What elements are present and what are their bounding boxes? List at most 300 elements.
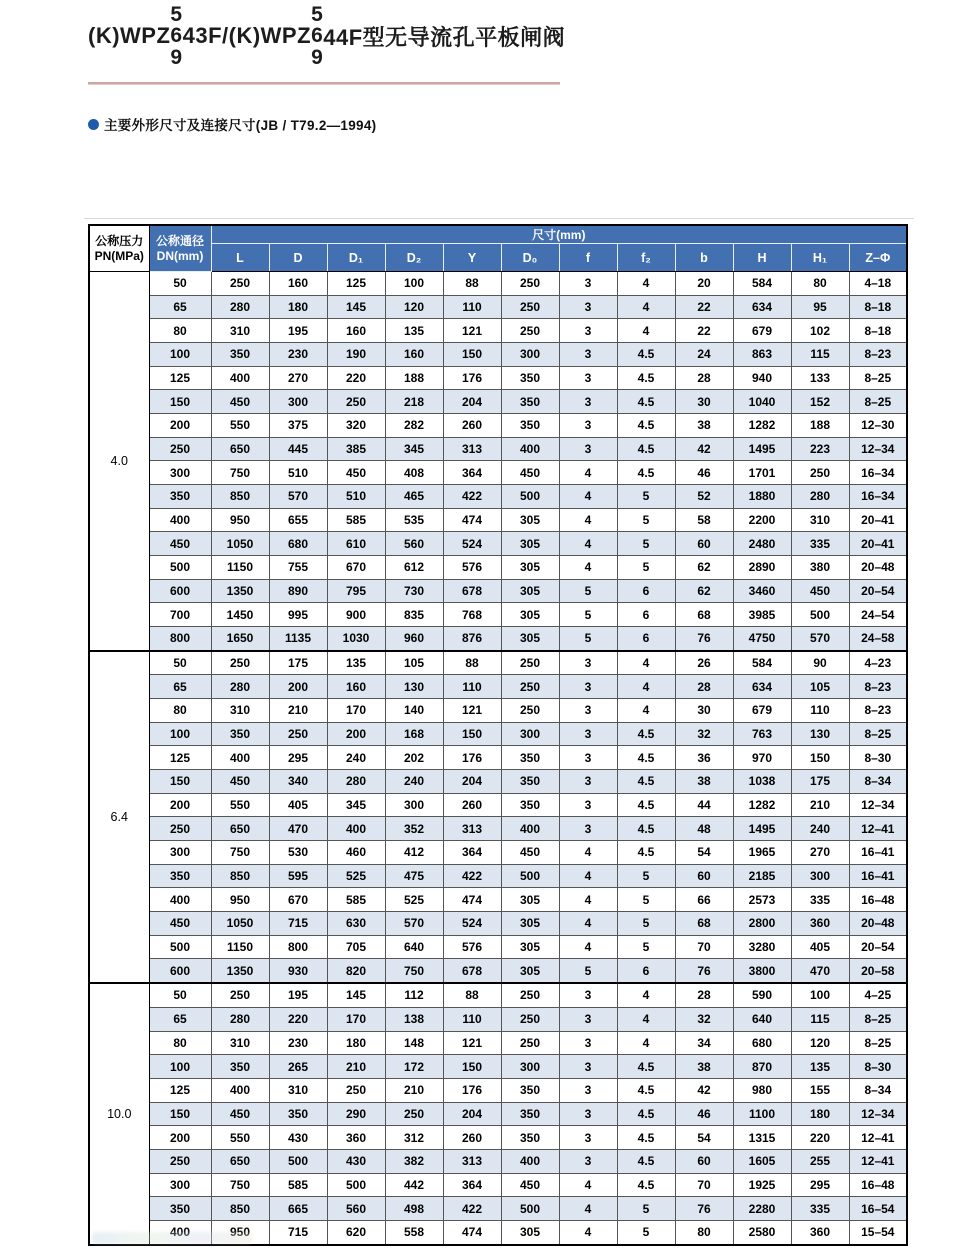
dimension-cell: 4 [559,841,617,865]
dimension-cell: 800 [269,935,327,959]
dimension-cell: 4 [617,272,675,296]
dimension-cell: 340 [269,770,327,794]
dimension-cell: 890 [269,579,327,603]
dimension-cell: 16–41 [849,864,907,888]
dn-cell: 200 [149,793,211,817]
dimension-cell: 405 [269,793,327,817]
dimension-cell: 364 [443,1173,501,1197]
dimension-cell: 66 [675,888,733,912]
dimension-cell: 305 [501,579,559,603]
dimension-cell: 255 [791,1149,849,1173]
dimension-cell: 260 [443,414,501,438]
dimension-cell: 4 [617,699,675,723]
dimension-cell: 550 [211,793,269,817]
dimension-cell: 46 [675,461,733,485]
dimension-cell: 430 [269,1126,327,1150]
dimension-cell: 250 [269,722,327,746]
dn-cell: 150 [149,1102,211,1126]
dimension-cell: 950 [211,888,269,912]
dimension-cell: 240 [385,770,443,794]
dimension-cell: 300 [269,390,327,414]
dimension-cell: 250 [501,675,559,699]
table-row [89,579,907,603]
dimension-cell: 560 [327,1197,385,1221]
dimension-cell: 3 [559,1149,617,1173]
dimension-cell: 4 [559,864,617,888]
dimension-cell: 3 [559,272,617,296]
column-header: D [269,244,327,272]
table-row [89,864,907,888]
dimension-cell: 4 [559,508,617,532]
dimension-cell: 305 [501,556,559,580]
dimension-cell: 115 [791,343,849,367]
dimension-cell: 110 [443,295,501,319]
dimension-cell: 48 [675,817,733,841]
dimension-cell: 155 [791,1078,849,1102]
dimension-cell: 20–58 [849,959,907,983]
dimension-cell: 1350 [211,579,269,603]
dimension-cell: 430 [327,1149,385,1173]
dimension-cell: 560 [385,532,443,556]
dimension-cell: 210 [791,793,849,817]
dn-cell: 300 [149,1173,211,1197]
dimension-cell: 42 [675,1078,733,1102]
dimension-cell: 450 [501,461,559,485]
model-suffix: 44F型无导流孔平板闸阀 [323,24,566,50]
dimension-cell: 152 [791,390,849,414]
table-row [89,1031,907,1055]
dimension-cell: 250 [211,983,269,1007]
dimension-cell: 345 [385,437,443,461]
dimension-cell: 8–30 [849,1055,907,1079]
table-row [89,1055,907,1079]
dimension-cell: 500 [501,485,559,509]
dimension-cell: 820 [327,959,385,983]
dimension-cell: 364 [443,841,501,865]
dn-cell: 50 [149,651,211,675]
dimension-cell: 32 [675,1007,733,1031]
dn-cell: 150 [149,390,211,414]
dimension-cell: 220 [269,1007,327,1031]
dn-cell: 500 [149,935,211,959]
dimension-cell: 3 [559,983,617,1007]
table-row [89,770,907,794]
dimension-cell: 360 [791,1220,849,1244]
dimension-cell: 570 [791,627,849,651]
dimension-cell: 12–41 [849,817,907,841]
dimension-cell: 220 [791,1126,849,1150]
table-body [89,272,907,1245]
dimension-cell: 240 [327,746,385,770]
dimension-cell: 400 [327,817,385,841]
dimension-cell: 1282 [733,414,791,438]
dn-cell: 150 [149,770,211,794]
dimension-cell: 350 [501,1078,559,1102]
dimension-cell: 795 [327,579,385,603]
dimension-cell: 280 [327,770,385,794]
dimension-cell: 6 [617,627,675,651]
dimension-cell: 4.5 [617,817,675,841]
dimension-cell: 750 [385,959,443,983]
dimension-cell: 172 [385,1055,443,1079]
dimension-cell: 115 [791,1007,849,1031]
dimension-cell: 220 [327,366,385,390]
dimension-cell: 450 [791,579,849,603]
dimension-cell: 510 [269,461,327,485]
dimension-cell: 1495 [733,817,791,841]
dimension-cell: 3 [559,675,617,699]
dimension-cell: 54 [675,1126,733,1150]
dimension-cell: 2800 [733,912,791,936]
dimension-cell: 584 [733,272,791,296]
dimension-cell: 210 [385,1078,443,1102]
dn-cell: 600 [149,579,211,603]
dimension-cell: 15–54 [849,1220,907,1244]
dimension-cell: 44 [675,793,733,817]
dimension-cell: 28 [675,983,733,1007]
table-row [89,959,907,983]
dimension-cell: 112 [385,983,443,1007]
dimension-cell: 980 [733,1078,791,1102]
dn-cell: 450 [149,532,211,556]
dimension-cell: 585 [269,1173,327,1197]
dimension-cell: 20 [675,272,733,296]
dimension-cell: 120 [791,1031,849,1055]
dimension-cell: 2580 [733,1220,791,1244]
dimension-cell: 24 [675,343,733,367]
dimension-cell: 350 [501,793,559,817]
dimension-cell: 350 [269,1102,327,1126]
dimension-cell: 175 [791,770,849,794]
dimension-cell: 3800 [733,959,791,983]
dimension-cell: 130 [385,675,443,699]
table-row [89,888,907,912]
dimension-cell: 4 [617,319,675,343]
dimension-cell: 280 [211,295,269,319]
stack-top-digit: 5 [170,3,183,26]
pressure-group-label: 4.0 [89,272,149,651]
dimension-cell: 400 [501,817,559,841]
dimension-cell: 295 [791,1173,849,1197]
dn-cell: 125 [149,366,211,390]
column-header: D₀ [501,244,559,272]
dimension-cell: 1282 [733,793,791,817]
dimension-cell: 310 [211,319,269,343]
dimension-cell: 422 [443,864,501,888]
dimension-cell: 460 [327,841,385,865]
column-header: Z–Φ [849,244,907,272]
table-row [89,272,907,296]
dimension-cell: 8–25 [849,722,907,746]
dimension-cell: 400 [211,366,269,390]
dimension-cell: 58 [675,508,733,532]
dimension-cell: 715 [269,912,327,936]
dimension-cell: 558 [385,1220,443,1244]
dimension-cell: 1965 [733,841,791,865]
dimension-cell: 380 [791,556,849,580]
diameter-header-line1: 公称通径 [155,233,204,248]
dimension-cell: 1150 [211,556,269,580]
dimension-cell: 3 [559,343,617,367]
dimension-cell: 350 [501,746,559,770]
dn-cell: 80 [149,319,211,343]
dimension-cell: 8–25 [849,366,907,390]
dimension-cell: 176 [443,366,501,390]
stack-bottom-digit: 9 [311,45,324,69]
dimension-cell: 16–48 [849,888,907,912]
table-row [89,935,907,959]
dimension-cell: 678 [443,579,501,603]
dimension-cell: 12–34 [849,437,907,461]
dimension-cell: 500 [791,603,849,627]
dimension-cell: 38 [675,1055,733,1079]
table-row [89,343,907,367]
dimension-cell: 204 [443,390,501,414]
dimension-cell: 204 [443,770,501,794]
dimension-cell: 250 [501,651,559,675]
pressure-column-header [89,225,149,272]
dimension-cell: 1880 [733,485,791,509]
dimension-cell: 5 [617,1197,675,1221]
dimension-cell: 195 [269,319,327,343]
dimension-cell: 6 [617,959,675,983]
dimension-cell: 30 [675,699,733,723]
dimension-cell: 250 [327,1078,385,1102]
dimension-cell: 148 [385,1031,443,1055]
dimension-cell: 350 [501,366,559,390]
dimension-cell: 585 [327,508,385,532]
dimension-cell: 62 [675,579,733,603]
dn-cell: 250 [149,437,211,461]
dimension-cell: 524 [443,532,501,556]
dn-cell: 250 [149,817,211,841]
dimension-cell: 188 [385,366,443,390]
dimension-cell: 305 [501,603,559,627]
dimension-cell: 280 [211,1007,269,1031]
dimension-cell: 634 [733,675,791,699]
dimension-cell: 305 [501,912,559,936]
dimension-cell: 310 [211,1031,269,1055]
dn-cell: 50 [149,983,211,1007]
dimension-cell: 250 [327,390,385,414]
dimension-cell: 3 [559,390,617,414]
dimension-cell: 28 [675,366,733,390]
dimension-cell: 188 [791,414,849,438]
dimension-cell: 176 [443,1078,501,1102]
dimension-cell: 5 [617,532,675,556]
dimension-cell: 260 [443,793,501,817]
dimension-cell: 38 [675,414,733,438]
dimension-cell: 16–34 [849,461,907,485]
dimension-cell: 530 [269,841,327,865]
dimension-cell: 3 [559,1102,617,1126]
dimension-cell: 305 [501,508,559,532]
dimension-cell: 110 [443,675,501,699]
dimension-cell: 474 [443,508,501,532]
dimension-cell: 4 [617,295,675,319]
dimension-cell: 8–25 [849,1007,907,1031]
dn-cell: 300 [149,841,211,865]
dimension-cell: 350 [211,1055,269,1079]
dimension-cell: 1315 [733,1126,791,1150]
column-header: L [211,244,269,272]
dimension-cell: 290 [327,1102,385,1126]
dimension-cell: 650 [211,1149,269,1173]
dimension-cell: 3 [559,295,617,319]
dn-cell: 100 [149,343,211,367]
dimension-cell: 3 [559,1078,617,1102]
dimension-cell: 4 [559,1173,617,1197]
table-row [89,699,907,723]
title-divider-rule [88,82,560,84]
dimension-cell: 200 [269,675,327,699]
dimension-cell: 5 [617,888,675,912]
dimension-cell: 4.5 [617,1078,675,1102]
dimension-cell: 763 [733,722,791,746]
dimension-cell: 4 [559,556,617,580]
dimension-cell: 5 [559,603,617,627]
dimension-cell: 1030 [327,627,385,651]
dimension-cell: 510 [327,485,385,509]
dimension-cell: 250 [501,1007,559,1031]
dimension-cell: 210 [327,1055,385,1079]
dimension-cell: 34 [675,1031,733,1055]
dimension-cell: 170 [327,699,385,723]
section-heading [88,114,376,134]
column-header: Y [443,244,501,272]
dimension-cell: 250 [385,1102,443,1126]
dimension-cell: 570 [269,485,327,509]
dimension-cell: 465 [385,485,443,509]
model-mid: 43F/(K)WPZ [182,23,312,49]
dimension-cell: 160 [327,675,385,699]
dimension-cell: 3 [559,699,617,723]
dn-cell: 65 [149,295,211,319]
dimension-cell: 150 [443,1055,501,1079]
dimension-cell: 1050 [211,532,269,556]
dimension-cell: 68 [675,912,733,936]
column-header: H₁ [791,244,849,272]
dn-cell: 65 [149,675,211,699]
dimension-cell: 850 [211,864,269,888]
dn-cell: 65 [149,1007,211,1031]
dimension-cell: 4–25 [849,983,907,1007]
dimension-cell: 3 [559,770,617,794]
dimension-cell: 305 [501,627,559,651]
dimension-cell: 70 [675,1173,733,1197]
dimension-cell: 20–54 [849,579,907,603]
pressure-group-label: 10.0 [89,983,149,1244]
dimension-cell: 8–18 [849,319,907,343]
dimension-cell: 4.5 [617,1149,675,1173]
dimension-cell: 850 [211,485,269,509]
dimension-cell: 3985 [733,603,791,627]
dimension-cell: 52 [675,485,733,509]
dimension-cell: 4 [617,983,675,1007]
dimension-cell: 550 [211,414,269,438]
dimension-cell: 750 [211,841,269,865]
dimension-cell: 3 [559,366,617,390]
table-row [89,1007,907,1031]
table-row [89,627,907,651]
dimension-cell: 350 [501,1102,559,1126]
diameter-column-header [149,225,211,272]
dimension-cell: 312 [385,1126,443,1150]
dimension-cell: 1135 [269,627,327,651]
dimension-cell: 16–54 [849,1197,907,1221]
dimension-cell: 300 [791,864,849,888]
dimensions-span-header: 尺寸(mm) [211,225,907,244]
dimension-cell: 300 [501,722,559,746]
bullet-dot-icon [88,119,99,130]
table-row [89,532,907,556]
dimension-cell: 590 [733,983,791,1007]
dimension-cell: 4.5 [617,746,675,770]
dimension-cell: 176 [443,746,501,770]
dimension-cell: 210 [269,699,327,723]
dimension-cell: 20–48 [849,556,907,580]
dimension-cell: 500 [269,1149,327,1173]
dimension-cell: 100 [385,272,443,296]
dimension-cell: 768 [443,603,501,627]
column-header: H [733,244,791,272]
dimension-cell: 450 [501,1173,559,1197]
dimension-cell: 68 [675,603,733,627]
dimension-cell: 12–30 [849,414,907,438]
column-header: b [675,244,733,272]
dimension-cell: 170 [327,1007,385,1031]
pressure-header-line1: 公称压力 [95,233,144,248]
dimension-cell: 3 [559,793,617,817]
dimension-cell: 121 [443,699,501,723]
table-row [89,793,907,817]
dimension-cell: 3 [559,746,617,770]
model-digit-stack-2 [311,4,323,68]
dimension-cell: 270 [269,366,327,390]
dimension-cell: 180 [269,295,327,319]
dimension-cell: 121 [443,319,501,343]
dimension-cell: 450 [211,1102,269,1126]
table-row [89,1173,907,1197]
table-row [89,1197,907,1221]
dimension-cell: 218 [385,390,443,414]
table-row [89,1126,907,1150]
dimension-cell: 4.5 [617,1102,675,1126]
dimension-cell: 16–41 [849,841,907,865]
dimension-cell: 240 [791,817,849,841]
dimension-cell: 3 [559,437,617,461]
dimension-cell: 2573 [733,888,791,912]
dimension-cell: 360 [791,912,849,936]
dimension-cell: 320 [327,414,385,438]
dimension-cell: 32 [675,722,733,746]
dimension-cell: 4–23 [849,651,907,675]
dimension-cell: 422 [443,485,501,509]
model-digit-stack-1 [170,4,182,68]
table-row [89,1078,907,1102]
dimension-cell: 4–18 [849,272,907,296]
dimension-cell: 5 [617,508,675,532]
dimension-cell: 750 [211,1173,269,1197]
dimension-cell: 670 [269,888,327,912]
pressure-header-line2: PN(MPa) [94,248,144,263]
dimension-cell: 270 [791,841,849,865]
dn-cell: 50 [149,272,211,296]
dimension-cell: 60 [675,864,733,888]
table-row [89,651,907,675]
dimension-cell: 20–54 [849,935,907,959]
dimension-cell: 282 [385,414,443,438]
